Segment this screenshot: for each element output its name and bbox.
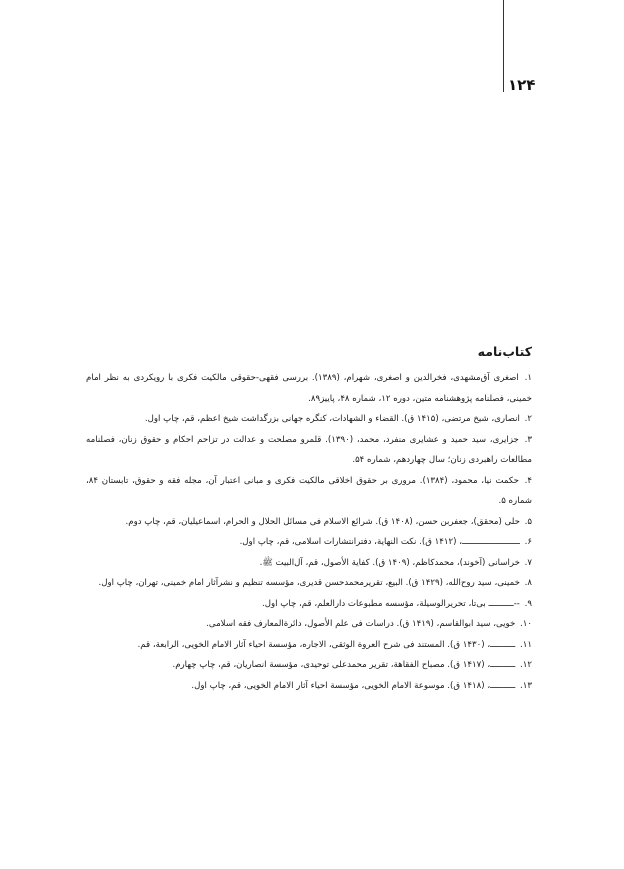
entry-text: ـــــــــــــــــــــــ، (۱۴۱۲ ق). نکت النهایة، دفترانتشارات اسلامی، قم، چاپ اول. [239,537,520,547]
entry-number: ۲. [524,414,532,424]
bibliography-entry [86,614,532,635]
entry-number: ۱۱. [520,639,532,650]
entry-number: ۳. [524,434,532,445]
bibliography-entry [86,676,532,697]
entry-text: خمینی، سید روح‌الله، (۱۴۲۹ ق). البیع، تقریرمحمدحسن قدیری، مؤسسه تنظیم و نشرآثار امام خمینی، تهران، چاپ اول. [98,578,520,588]
entry-text: ــــــــــ، (۱۴۳۰ ق). المستند فی شرح العروة الوثقی، الاجاره، مؤسسة احیاء آثار الامام الخویی، الرابعة، قم. [137,639,516,650]
entry-text: خراسانی (آخوند)، محمدکاظم، (۱۴۰۹ ق). کفایة الأصول، قم، آل‌البیت ﷺ. [259,557,520,568]
page-number: ۱۲۴ [508,76,536,94]
entry-text: ــــــــــ، (۱۴۱۷ ق). مصباح الفقاهة، تقریر محمدعلی توحیدی، مؤسسة انصاریان، قم، چاپ چهارم. [172,660,516,670]
entry-text: اصغری آق‌مشهدی، فخرالدین و اصغری، شهرام، (۱۳۸۹). بررسی فقهی-حقوقی مالکیت فکری با رویکردی به نظر امام خمینی، فصلنامه پژوهشنامه متین، دوره ۱۲، شماره ۴۸، پاییز۸۹. [86,373,532,404]
entry-text: جزایری، سید حمید و عشایری منفرد، محمد، (۱۳۹۰). قلمرو مصلحت و عدالت در تزاحم احکام و حقوق زنان، فصلنامه مطالعات راهبردی زنان؛ سال چهاردهم، شماره ۵۴. [86,434,532,465]
bibliography-title: کتاب‌نامه [477,344,532,359]
entry-text: انصاری، شیخ مرتضی، (۱۴۱۵ ق). القضاء و الشهادات، کنگره جهانی بزرگداشت شیخ اعظم، قم، چاپ اول. [144,414,520,424]
entry-number: ۶. [524,537,532,547]
entry-text: خویی، سید ابوالقاسم، (۱۴۱۹ ق). دراسات فی علم الأصول، دائرةالمعارف فقه اسلامی. [206,619,516,629]
bibliography-list [86,368,532,696]
bibliography-entry [86,594,532,615]
entry-number: ۹. [524,598,532,609]
entry-text: ــــــــــ، (۱۴۱۸ ق). موسوعة الامام الخویی، مؤسسة احیاء آثار الامام الخویی، قم، چاپ اول. [191,680,516,691]
entry-number: ۴. [524,475,532,486]
bibliography-entry [86,635,532,656]
bibliography-entry [86,368,532,409]
bibliography-entry [86,532,532,553]
entry-number: ۱۳. [520,680,532,691]
bibliography-section [86,342,532,696]
bibliography-entry [86,471,532,512]
entry-number: ۱۰. [520,619,532,629]
header-rule [503,0,504,92]
bibliography-entry [86,512,532,533]
entry-text: حلی (محقق)، جعفربن حسن، (۱۴۰۸ ق). شرائع الاسلام فی مسائل الحلال و الحرام، اسماعیلیان، قم، چاپ دوم. [125,516,520,527]
bibliography-entry [86,573,532,594]
bibliography-entry [86,553,532,574]
entry-number: ۷. [524,557,532,568]
entry-number: ۵. [524,516,532,527]
bibliography-entry [86,409,532,430]
entry-text: --ــــــــــ بی‌تا، تحریرالوسیلة، مؤسسه مطبوعات دارالعلم، قم، چاپ اول. [262,598,520,609]
entry-number: ۱۲. [520,660,532,670]
entry-number: ۱. [524,373,533,383]
bibliography-entry [86,655,532,676]
entry-text: حکمت نیا، محمود، (۱۳۸۴). مروری بر حقوق اخلاقی مالکیت فکری و مبانی اعتبار آن، مجله فقه و حقوق، تابستان ۸۴، شماره ۵. [86,475,532,506]
bibliography-entry [86,430,532,471]
entry-number: ۸. [524,578,532,588]
